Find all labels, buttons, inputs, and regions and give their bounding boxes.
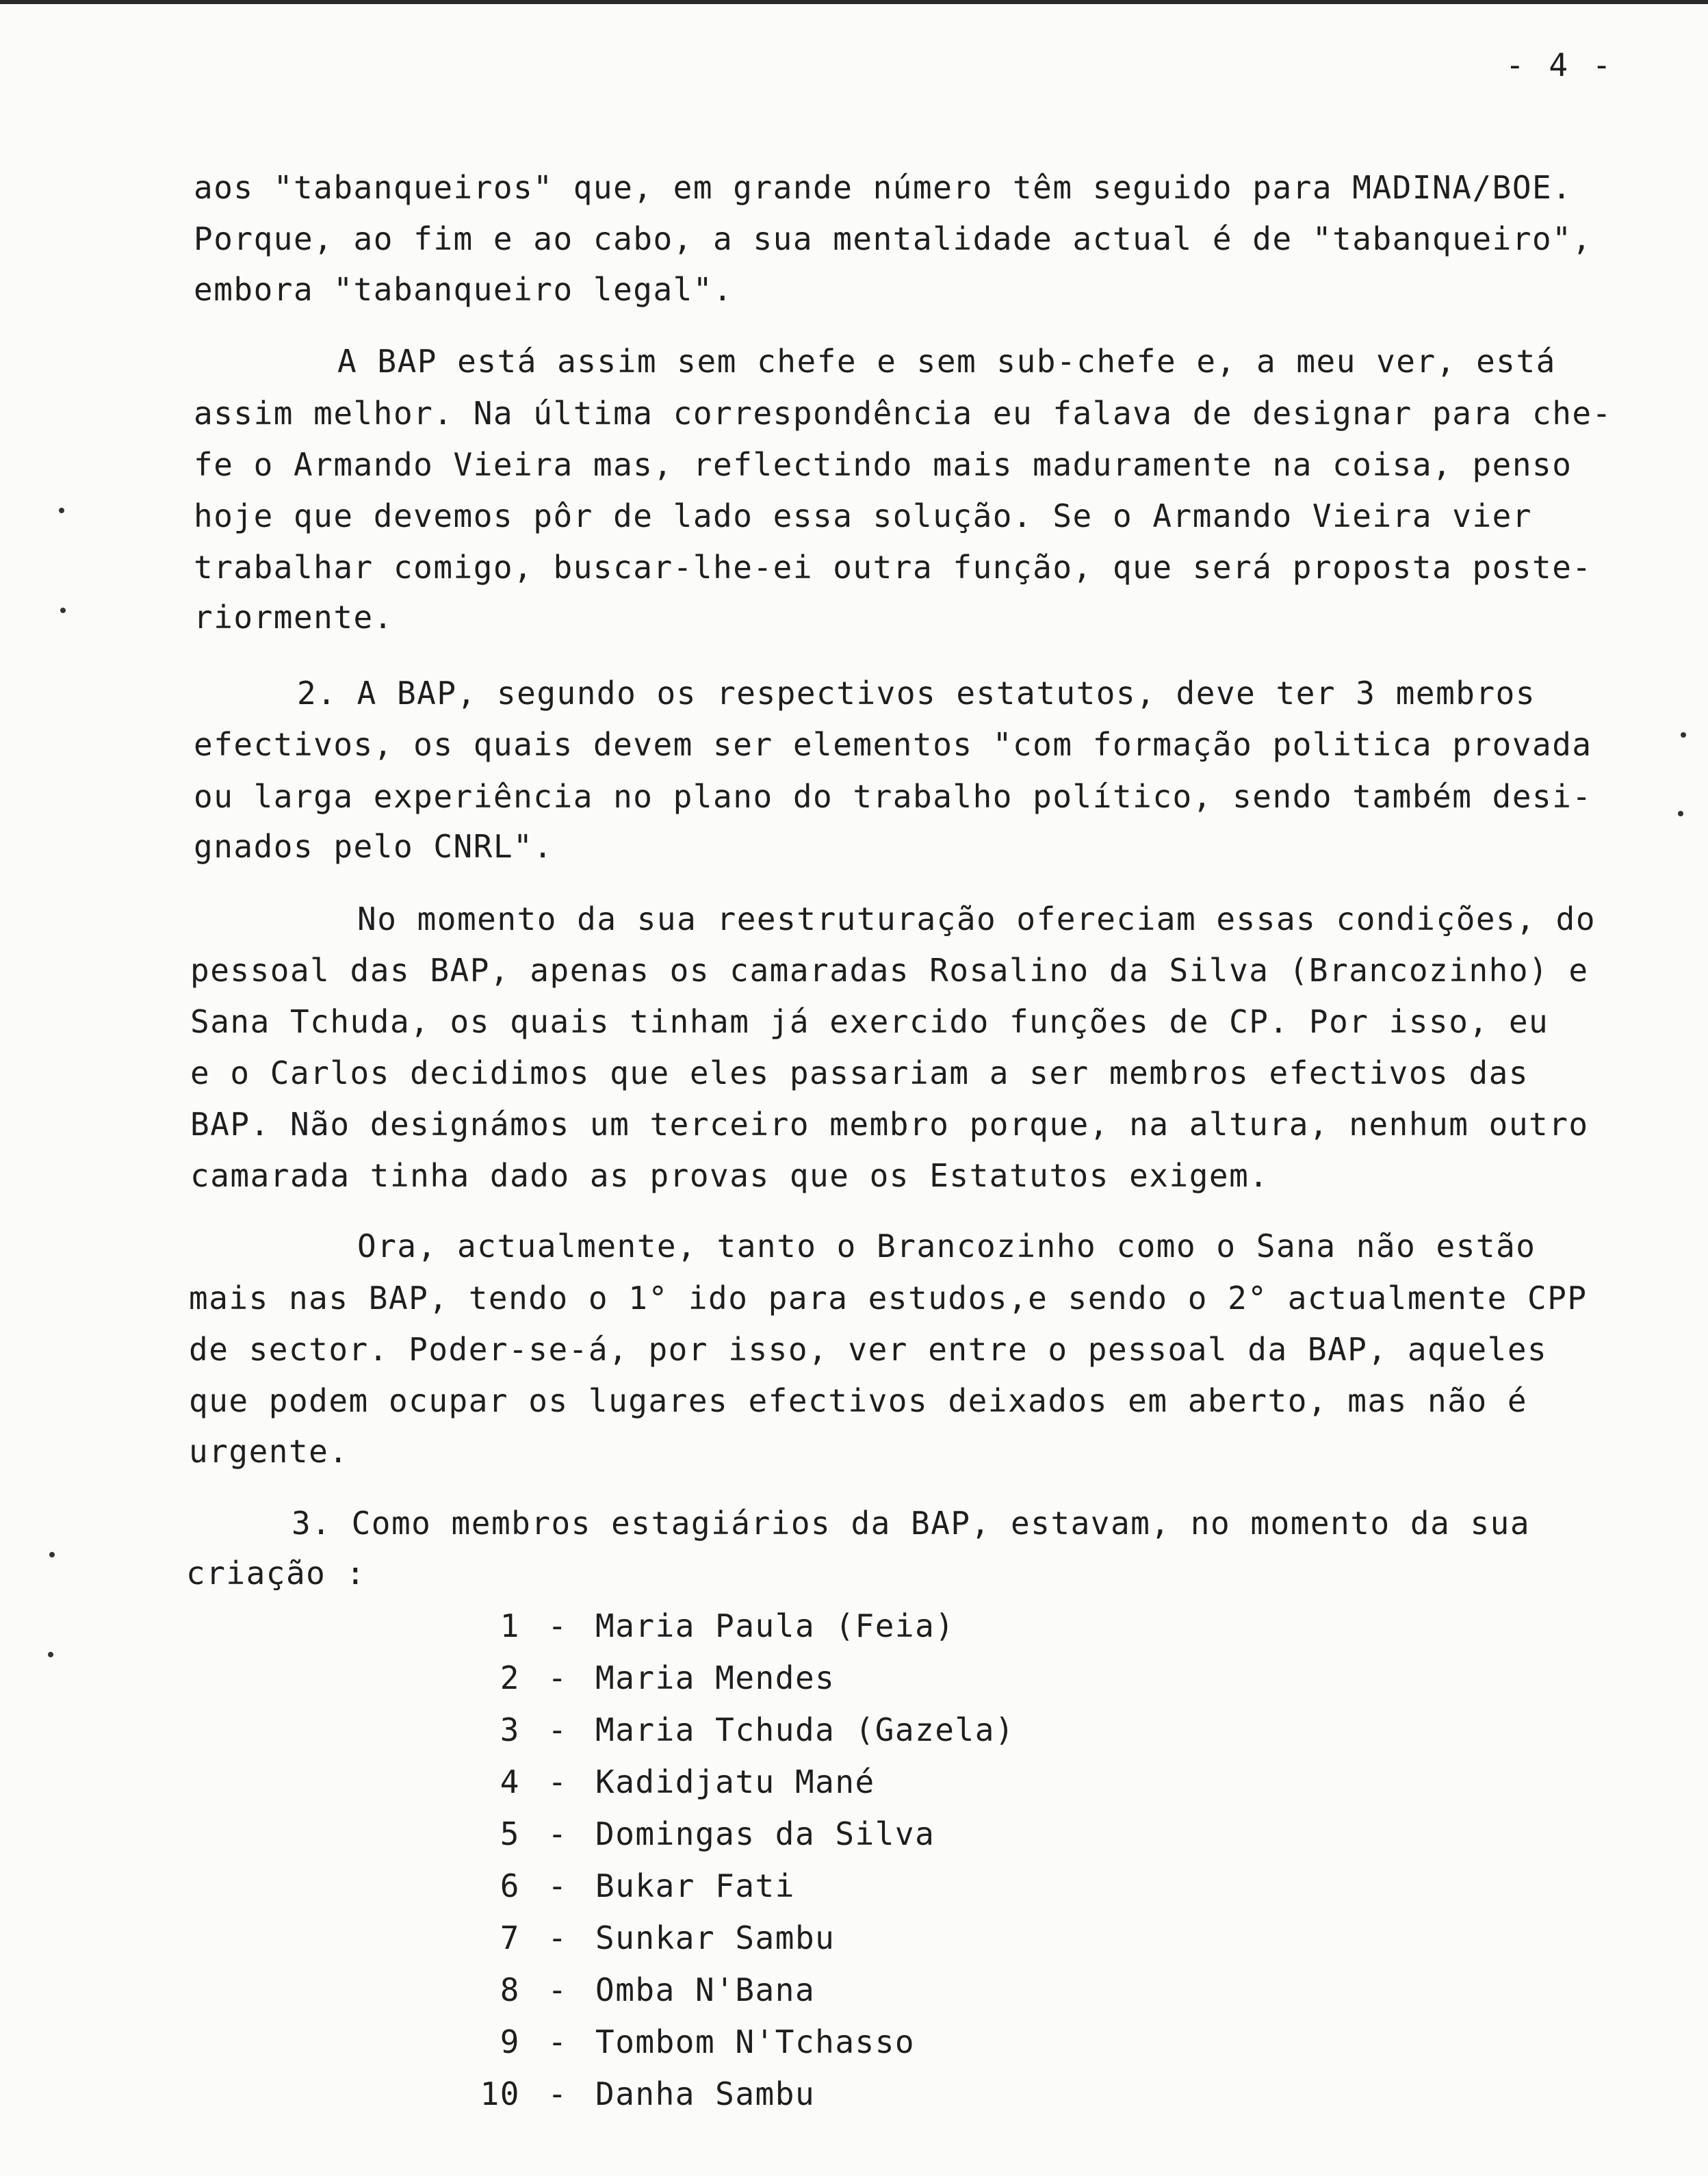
list-item: 2 - Maria Mendes [472, 1662, 835, 1694]
list-item-number: 5 [500, 1815, 520, 1852]
list-item-number: 8 [500, 1971, 520, 2008]
top-border-line [0, 0, 1708, 4]
paragraph-line: Ora, actualmente, tanto o Brancozinho como o Sana não estão [357, 1228, 1536, 1265]
paragraph-line: Sana Tchuda, os quais tinham já exercido funções de CP. Por isso, eu [190, 1003, 1549, 1040]
list-item: 9 - Tombom N'Tchasso [472, 2026, 915, 2058]
scan-speck [59, 508, 64, 513]
list-item-number: 6 [500, 1867, 520, 1904]
paragraph-line: hoje que devemos pôr de lado essa solução. Se o Armando Vieira vier [194, 497, 1533, 534]
list-item: 5 - Domingas da Silva [472, 1818, 935, 1850]
list-item-name: Maria Mendes [595, 1659, 836, 1696]
paragraph-line: 2. A BAP, segundo os respectivos estatutos, deve ter 3 membros [297, 675, 1536, 712]
paragraph-line: pessoal das BAP, apenas os camaradas Rosalino da Silva (Brancozinho) e [190, 952, 1589, 989]
paragraph-line: fe o Armando Vieira mas, reflectindo mais maduramente na coisa, penso [194, 446, 1573, 483]
paragraph-line: mais nas BAP, tendo o 1° ido para estudos,e sendo o 2° actualmente CPP [189, 1280, 1588, 1317]
list-item-name: Kadidjatu Mané [595, 1763, 875, 1800]
paragraph-line: gnados pelo CNRL". [194, 828, 554, 865]
paragraph-line: riormente. [194, 599, 393, 636]
list-item: 8 - Omba N'Bana [472, 1974, 815, 2006]
list-item-number: 7 [500, 1919, 520, 1956]
paragraph-line: e o Carlos decidimos que eles passariam a ser membros efectivos das [190, 1054, 1529, 1091]
paragraph-line: trabalhar comigo, buscar-lhe-ei outra função, que será proposta poste- [194, 549, 1592, 586]
list-item-name: Tombom N'Tchasso [595, 2023, 916, 2060]
list-item-number: 3 [500, 1711, 520, 1748]
scan-speck [48, 1652, 53, 1657]
list-item-number: 9 [500, 2023, 520, 2060]
paragraph-line: criação : [186, 1555, 366, 1592]
list-item-name: Bukar Fati [595, 1867, 795, 1904]
paragraph-line: embora "tabanqueiro legal". [194, 271, 734, 308]
list-item: 7 - Sunkar Sambu [472, 1922, 835, 1954]
list-item: 10 - Danha Sambu [472, 2078, 815, 2110]
paragraph-line: de sector. Poder-se-á, por isso, ver entre o pessoal da BAP, aqueles [189, 1331, 1548, 1368]
paragraph-line: A BAP está assim sem chefe e sem sub-chefe e, a meu ver, está [337, 343, 1556, 380]
list-item-number: 10 [480, 2075, 520, 2112]
list-item-number: 1 [500, 1607, 520, 1644]
list-item: 3 - Maria Tchuda (Gazela) [472, 1714, 1015, 1746]
list-item: 1 - Maria Paula (Feia) [472, 1610, 955, 1642]
list-item: 6 - Bukar Fati [472, 1870, 795, 1902]
list-item-name: Maria Paula (Feia) [595, 1607, 955, 1644]
paragraph-line: ou larga experiência no plano do trabalho político, sendo também desi- [194, 778, 1592, 815]
scan-speck [60, 608, 66, 613]
paragraph-line: que podem ocupar os lugares efectivos deixados em aberto, mas não é [189, 1382, 1528, 1419]
list-item-name: Domingas da Silva [595, 1815, 935, 1852]
scan-speck [49, 1552, 55, 1557]
paragraph-line: urgente. [189, 1433, 349, 1470]
scan-speck [1681, 732, 1686, 738]
list-item-name: Omba N'Bana [595, 1971, 816, 2008]
page-number: - 4 - [1505, 47, 1614, 83]
list-item-name: Sunkar Sambu [595, 1919, 836, 1956]
paragraph-line: efectivos, os quais devem ser elementos "com formação politica provada [194, 726, 1592, 763]
list-item-number: 4 [500, 1763, 520, 1800]
paragraph-line: BAP. Não designámos um terceiro membro porque, na altura, nenhum outro [190, 1106, 1589, 1143]
paragraph-line: assim melhor. Na última correspondência eu falava de designar para che- [194, 395, 1612, 432]
paragraph-line: aos "tabanqueiros" que, em grande número têm seguido para MADINA/BOE. [194, 169, 1573, 206]
list-item: 4 - Kadidjatu Mané [472, 1766, 875, 1798]
paragraph-line: No momento da sua reestruturação ofereciam essas condições, do [357, 901, 1596, 937]
scan-speck [1678, 811, 1683, 816]
list-item-name: Danha Sambu [595, 2075, 816, 2112]
paragraph-line: 3. Como membros estagiários da BAP, estavam, no momento da sua [292, 1505, 1531, 1542]
list-item-name: Maria Tchuda (Gazela) [595, 1711, 1015, 1748]
paragraph-line: Porque, ao fim e ao cabo, a sua mentalidade actual é de "tabanqueiro", [194, 220, 1592, 257]
paragraph-line: camarada tinha dado as provas que os Estatutos exigem. [190, 1157, 1269, 1194]
list-item-number: 2 [500, 1659, 520, 1696]
